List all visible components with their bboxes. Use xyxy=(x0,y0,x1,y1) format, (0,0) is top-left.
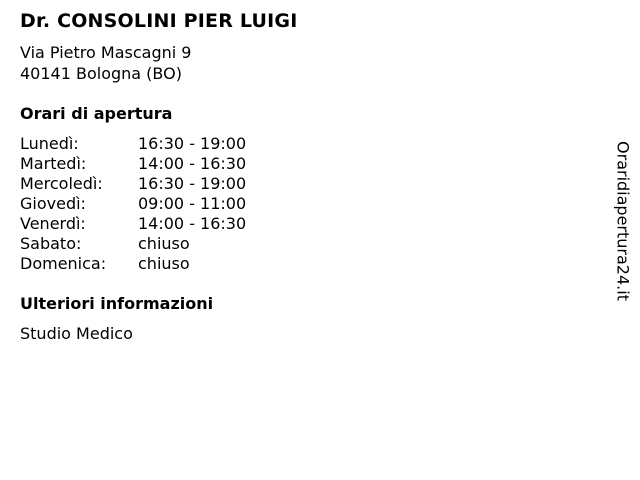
hours-time: 09:00 - 11:00 xyxy=(138,194,247,213)
hours-day: Domenica: xyxy=(20,254,107,273)
hours-day: Venerdì: xyxy=(20,214,86,233)
opening-hours-list xyxy=(20,134,246,274)
hours-time: 16:30 - 19:00 xyxy=(138,174,247,193)
business-name: Dr. CONSOLINI PIER LUIGI xyxy=(20,10,298,32)
hours-day: Lunedì: xyxy=(20,134,79,153)
hours-row xyxy=(20,154,246,174)
hours-row xyxy=(20,234,246,254)
hours-time: 14:00 - 16:30 xyxy=(138,154,247,173)
hours-row xyxy=(20,134,246,154)
hours-time: 16:30 - 19:00 xyxy=(138,134,247,153)
address-city: 40141 Bologna (BO) xyxy=(20,64,182,83)
hours-day: Giovedì: xyxy=(20,194,86,213)
hours-time: chiuso xyxy=(138,254,190,273)
site-watermark: Oraridiapertura24.it xyxy=(613,141,633,301)
hours-row xyxy=(20,174,246,194)
address-street: Via Pietro Mascagni 9 xyxy=(20,43,192,62)
opening-hours-heading: Orari di apertura xyxy=(20,104,173,123)
additional-info-text: Studio Medico xyxy=(20,324,133,343)
additional-info-heading: Ulteriori informazioni xyxy=(20,294,214,313)
hours-row xyxy=(20,254,246,274)
hours-row xyxy=(20,194,246,214)
hours-row xyxy=(20,214,246,234)
hours-day: Martedì: xyxy=(20,154,87,173)
hours-day: Sabato: xyxy=(20,234,82,253)
hours-day: Mercoledì: xyxy=(20,174,103,193)
hours-time: chiuso xyxy=(138,234,190,253)
hours-time: 14:00 - 16:30 xyxy=(138,214,247,233)
